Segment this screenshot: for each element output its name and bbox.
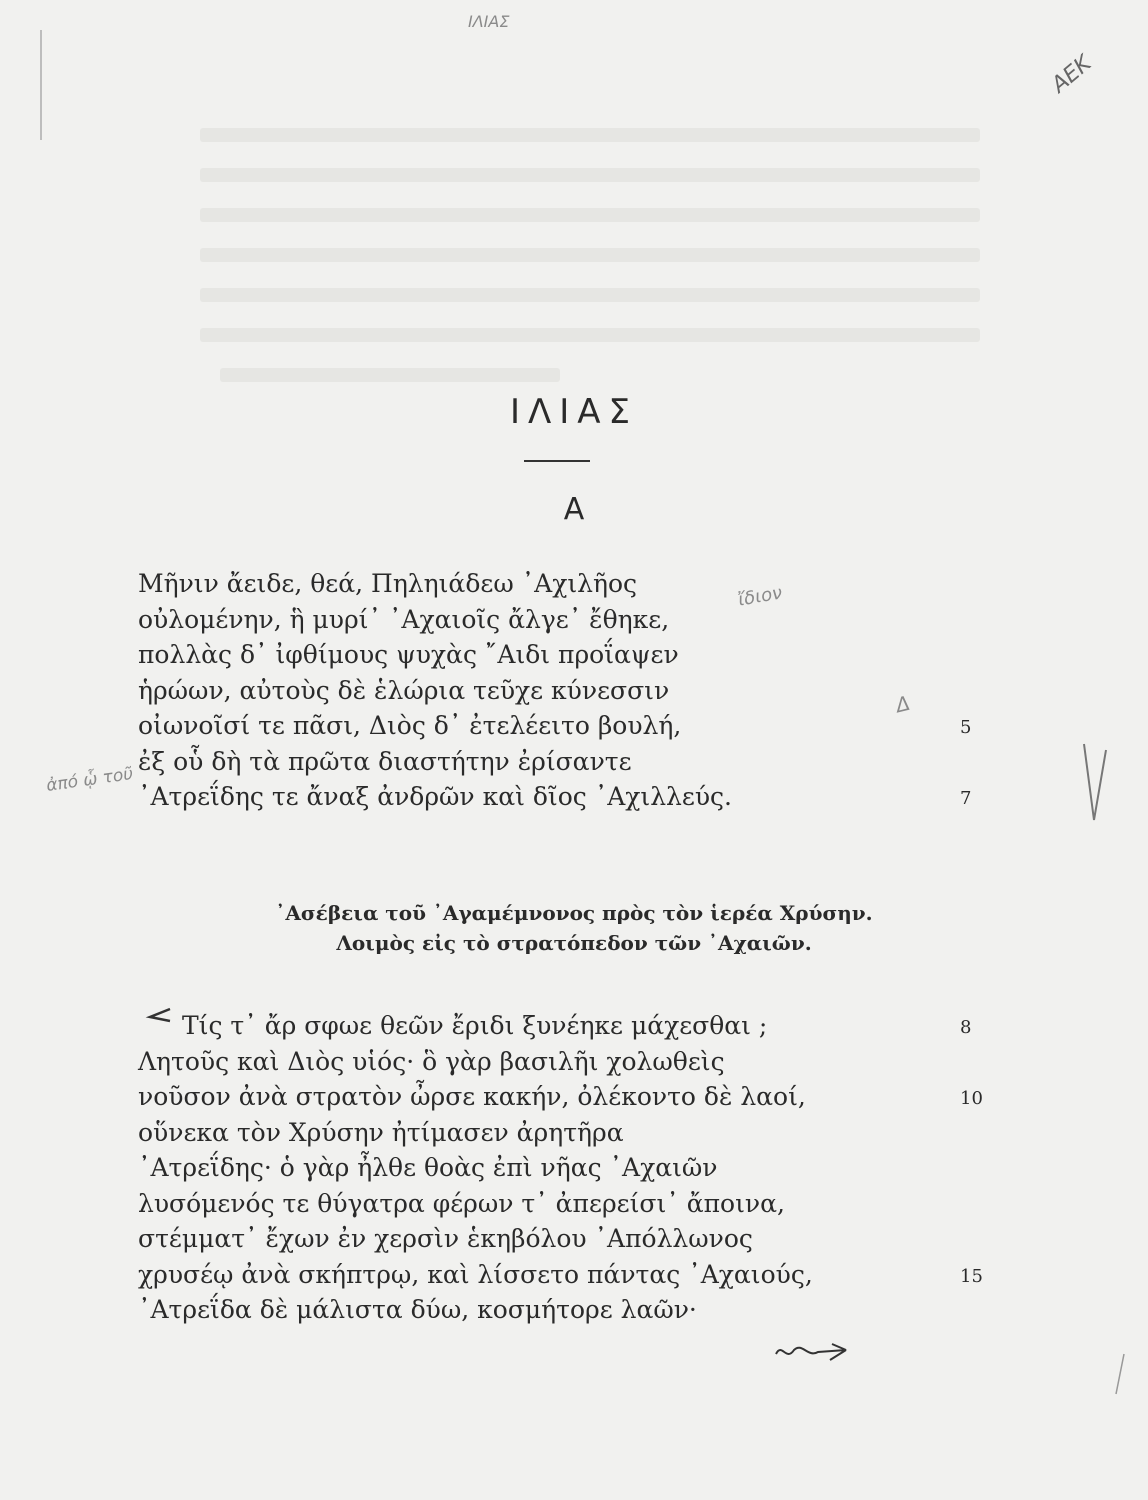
verse-line: οἰωνοῖσί τε πᾶσι, Διὸς δ᾿ ἐτελέειτο βουλή, 5 [138,708,998,744]
interlinear-note: Δ [893,690,913,718]
section-heading-line: ᾿Ασέβεια τοῦ ᾿Αγαμέμνονος πρὸς τὸν ἱερέα Χρύσην. [275,901,873,925]
verse-line: ᾿Ατρεΐδα δὲ μάλιστα δύω, κοσμήτορε λαῶν· [138,1295,697,1324]
page-title: ΙΛΙΑΣ [509,392,639,432]
verse-line: Λητοῦς καὶ Διὸς υἱός· ὃ γὰρ βασιλῆι χολωθεὶς [138,1046,725,1076]
top-stamp-note: ΙΛΙΑΣ [468,12,510,31]
corner-note: ΑΕΚ [1047,50,1097,99]
margin-stroke-mark [1080,740,1110,830]
bleed-through [200,168,980,182]
section-heading [0,898,1148,958]
line-number: 15 [960,1265,983,1287]
verse-line: Τίς τ᾿ ἄρ σφωε θεῶν ἔριδι ξυνέηκε μάχεσθαι ; 8 [138,1008,998,1044]
title-divider [524,460,590,462]
margin-stroke-mark [1110,1350,1130,1400]
bleed-through [200,248,980,262]
bleed-through [200,208,980,222]
bleed-through [200,128,980,142]
verse-line: ἐξ οὗ δὴ τὰ πρῶτα διαστήτην ἐρίσαντε [138,746,632,776]
bleed-through [200,288,980,302]
book-letter: Α [563,492,585,527]
bleed-through [220,368,560,382]
verse-line: λυσόμενός τε θύγατρα φέρων τ᾿ ἀπερείσι᾿ ἄποινα, [138,1188,785,1218]
scan-edge [40,30,42,140]
line-number: 5 [960,717,972,738]
line-number: 7 [960,788,972,809]
verse-line: πολλὰς δ᾿ ἰφθίμους ψυχὰς ῎Αιδι προΐαψεν [138,640,679,669]
verse-line: χρυσέῳ ἀνὰ σκήπτρῳ, καὶ λίσσετο πάντας ᾿Αχαιούς, 15 [138,1257,998,1293]
verse-line: ᾿Ατρεΐδης· ὁ γὰρ ἦλθε θοὰς ἐπὶ νῆας ᾿Αχαιῶν [138,1153,718,1182]
verse-line: νοῦσον ἀνὰ στρατὸν ὦρσε κακήν, ὀλέκοντο δὲ λαοί, 10 [138,1079,998,1115]
verse-block-2 [138,1008,998,1328]
scribble-mark [772,1336,852,1366]
margin-note: ἀπό ᾧ τοῦ [45,764,135,796]
verse-line: ᾿Ατρεΐδης τε ἄναξ ἀνδρῶν καὶ δῖος ᾿Αχιλλεύς. 7 [138,779,998,815]
verse-line: ἡρώων, αὐτοὺς δὲ ἑλώρια τεῦχε κύνεσσιν [138,675,670,705]
bleed-through [200,328,980,342]
verse-block-1 [138,566,998,815]
interlinear-note: ἴδιον [736,582,784,611]
section-heading-line: Λοιμὸς εἰς τὸ στρατόπεδον τῶν ᾿Αχαιῶν. [336,931,812,955]
verse-line: οὕνεκα τὸν Χρύσην ἠτίμασεν ἀρητῆρα [138,1117,624,1147]
verse-line: οὐλομένην, ἣ μυρί᾿ ᾿Αχαιοῖς ἄλγε᾿ ἔθηκε, [138,604,670,634]
verse-line: στέμματ᾿ ἔχων ἐν χερσὶν ἑκηβόλου ᾿Απόλλωνος [138,1224,753,1253]
line-number: 8 [960,1017,972,1038]
verse-line: Μῆνιν ἄειδε, θεά, Πηληιάδεω ᾿Αχιλῆος [138,569,638,598]
line-number: 10 [960,1088,983,1109]
